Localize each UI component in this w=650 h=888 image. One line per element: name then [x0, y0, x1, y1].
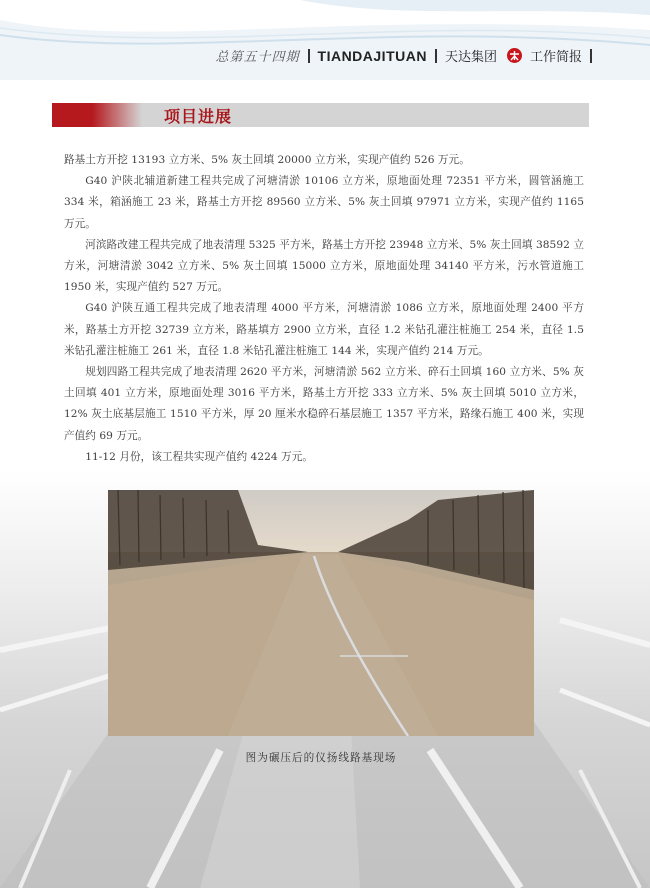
photo-caption: 图为碾压后的仪扬线路基现场: [245, 752, 397, 764]
brand-name-english: TIANDAJITUAN: [317, 47, 427, 64]
article-body: [64, 150, 584, 468]
paragraph: 路基土方开挖 13193 立方米、5% 灰土回填 20000 立方米，实现产值约 526 万元。: [64, 154, 470, 166]
header-bar: [216, 46, 593, 65]
brand-name-chinese: 天达集团: [444, 50, 497, 65]
section-accent-block: [52, 103, 92, 127]
header-divider: [308, 49, 310, 63]
paragraph: G40 沪陕北辅道新建工程共完成了河塘清淤 10106 立方米，原地面处理 72351 平方米，圆管涵施工 334 米，箱涵施工 23 米，路基土方开挖 89560 立方米、5% 灰土回填 97971 立方米，实现产值约 1165 万元。: [64, 175, 584, 230]
section-title: 项目进展: [164, 107, 233, 126]
section-header: [52, 103, 589, 127]
header-divider: [590, 49, 592, 63]
paragraph: 规划四路工程共完成了地表清理 2620 平方米，河塘清淤 562 立方米、碎石土回填 160 立方米、5% 灰土回填 401 立方米，原地面处理 3016 平方米，路基土方开挖 333 立方米、5% 灰土回填 5010 立方米，12% 灰土底基层施工 1510 平方米，厚 20 厘米水稳碎石基层施工 1357 平方米，路缘石施工 400 米，实现产值约 69 万元。: [64, 366, 584, 442]
roadbed-site-photo: [108, 490, 534, 736]
paragraph: 11-12 月份，该工程共实现产值约 4224 万元。: [85, 450, 314, 463]
tianda-logo-icon: [507, 48, 522, 63]
header-divider: [435, 49, 437, 63]
section-accent-fade: [92, 103, 142, 127]
paragraph: G40 沪陕互通工程共完成了地表清理 4000 平方米，河塘清淤 1086 立方米，原地面处理 2400 平方米，路基土方开挖 32739 立方米，路基填方 2900 立方米，直径 1.2 米钻孔灌注桩施工 254 米，直径 1.5 米钻孔灌注桩施工 261 米，直径 1.8 米钻孔灌注桩施工 144 米，实现产值约 214 万元。: [64, 302, 584, 357]
issue-number: 总第五十四期: [215, 50, 300, 65]
paragraph: 河滨路改建工程共完成了地表清理 5325 平方米，路基土方开挖 23948 立方米、5% 灰土回填 38592 立方米，河塘清淤 3042 立方米、5% 灰土回填 15000 立方米，原地面处理 34140 平方米，污水管道施工 1950 米，实现产值约 527 万元。: [64, 238, 584, 294]
report-title: 工作简报: [529, 50, 582, 65]
header-swoosh-decoration: [0, 0, 650, 80]
